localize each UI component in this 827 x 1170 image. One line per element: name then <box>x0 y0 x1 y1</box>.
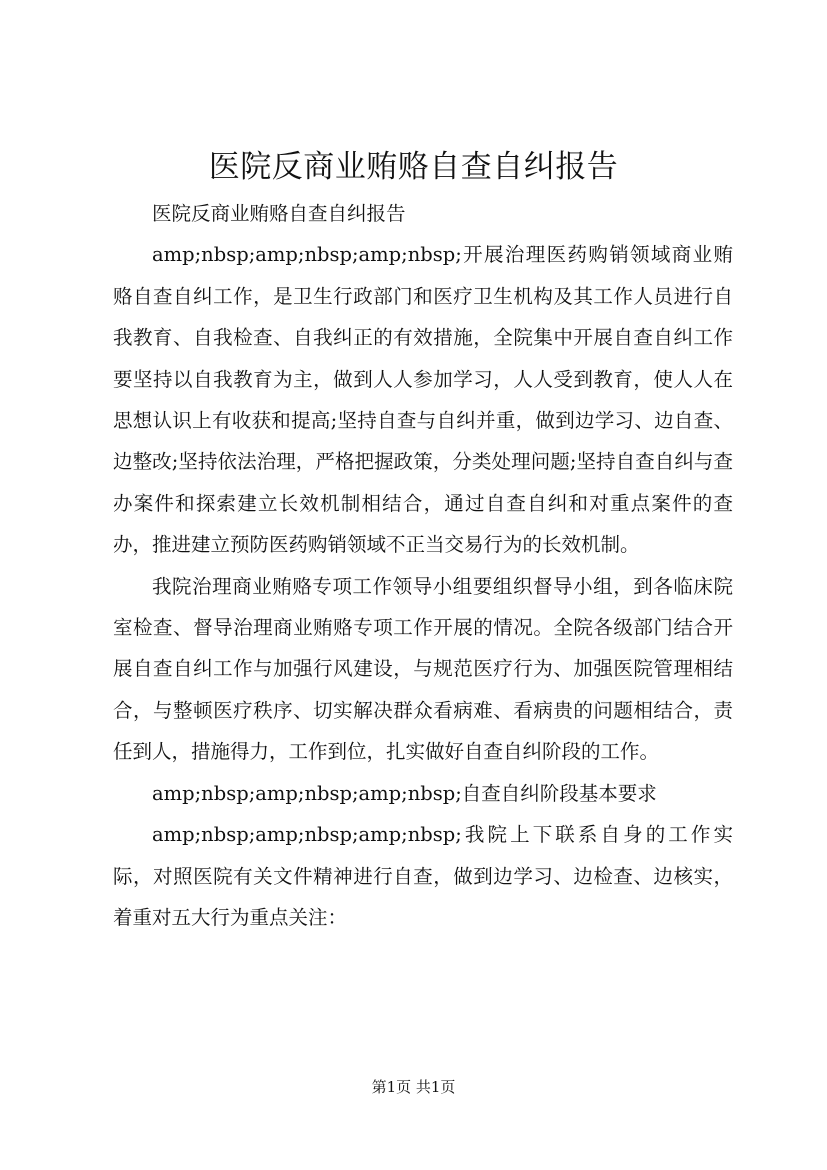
paragraph-requirements-heading: amp;nbsp;amp;nbsp;amp;nbsp;自查自纠阶段基本要求 <box>152 781 657 805</box>
page-number-footer: 第1页 共1页 <box>371 1078 456 1096</box>
document-title: 医院反商业贿赂自查自纠报告 <box>208 149 619 185</box>
paragraph-intro: amp;nbsp;amp;nbsp;amp;nbsp;开展治理医药购销领域商业贿赂自查自纠工作，是卫生行政部门和医疗卫生机构及其工作人员进行自我教育、自我检查、自我纠正的有效措施，全院集中开展自查自纠工作要坚持以自我教育为主，做到人人参加学习，人人受到教育，使人人在思想认识上有收获和提高;坚持自查与自纠并重，做到边学习、边自查、边整改;坚持依法治理，严格把握政策，分类处理问题;坚持自查自纠与查办案件和探索建立长效机制相结合，通过自查自纠和对重点案件的查办，推进建立预防医药购销领域不正当交易行为的长效机制。 <box>113 243 733 557</box>
document-body <box>113 193 733 938</box>
paragraph-self-inspection: amp;nbsp;amp;nbsp;amp;nbsp;我院上下联系自身的工作实际，对照医院有关文件精神进行自查，做到边学习、边检查、边核实，着重对五大行为重点关注： <box>113 823 733 929</box>
paragraph-supervision: 我院治理商业贿赂专项工作领导小组要组织督导小组，到各临床院室检查、督导治理商业贿赂专项工作开展的情况。全院各级部门结合开展自查自纠工作与加强行风建设，与规范医疗行为、加强医院管理相结合，与整顿医疗秩序、切实解决群众看病难、看病贵的问题相结合，责任到人，措施得力，工作到位，扎实做好自查自纠阶段的工作。 <box>113 574 733 764</box>
paragraph-subtitle: 医院反商业贿赂自查自纠报告 <box>152 202 406 225</box>
